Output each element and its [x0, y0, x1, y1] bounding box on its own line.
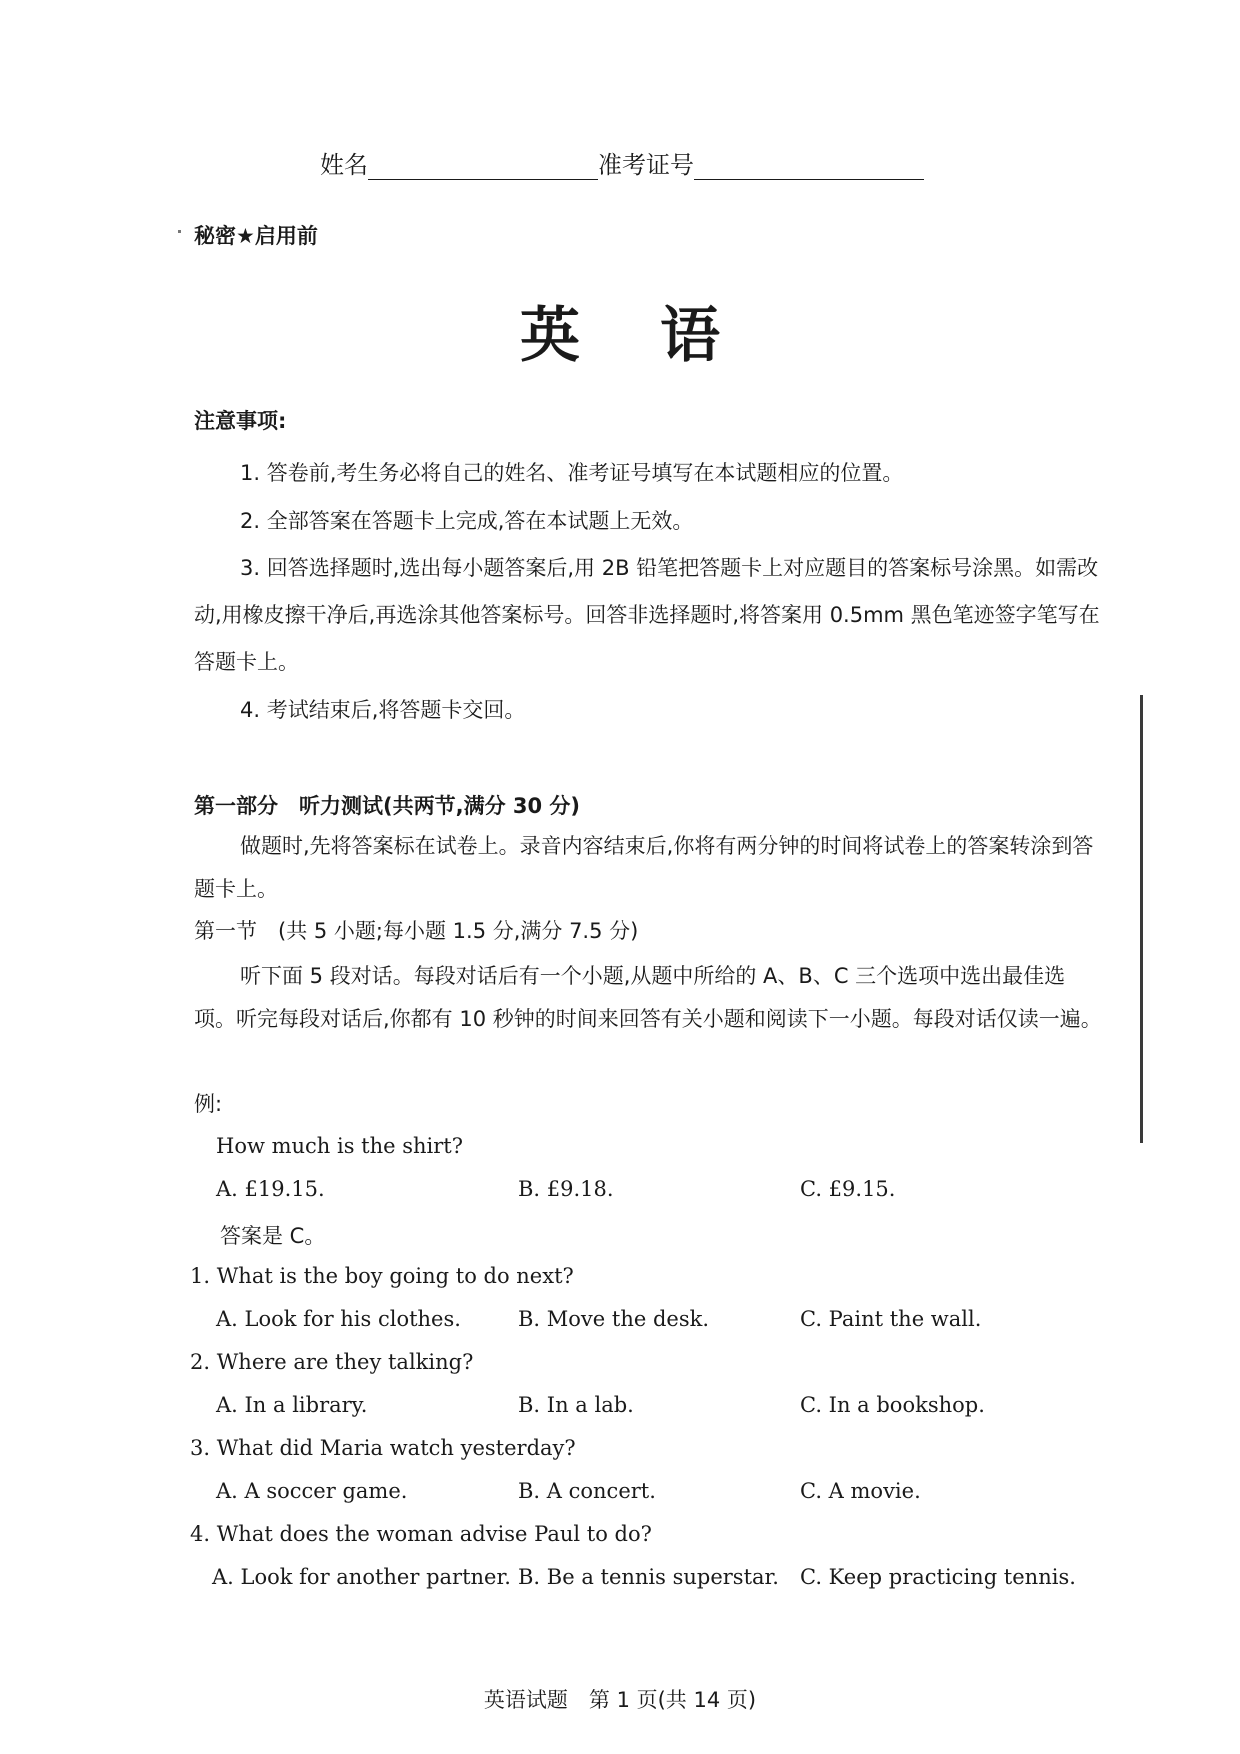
scan-mark — [178, 230, 181, 233]
header-fields — [320, 145, 924, 180]
scan-bar — [1140, 695, 1143, 1143]
q4-option-c: C. Keep practicing tennis. — [800, 1565, 1076, 1589]
exam-id-label: 准考证号 — [598, 151, 694, 179]
q1-option-a: A. Look for his clothes. — [216, 1307, 461, 1331]
example-label: 例: — [194, 1092, 223, 1116]
example-answer: 答案是 C。 — [220, 1224, 326, 1248]
example-option-c: C. £9.15. — [800, 1177, 896, 1201]
name-label: 姓名 — [320, 151, 368, 179]
notice-item: 4. 考试结束后,将答题卡交回。 — [240, 698, 526, 722]
part1-heading: 第一部分 听力测试(共两节,满分 30 分) — [194, 794, 581, 818]
part1-description: 做题时,先将答案标在试卷上。录音内容结束后,你将有两分钟的时间将试卷上的答案转涂到答题卡上。 — [194, 834, 1094, 901]
q2-option-b: B. In a lab. — [518, 1393, 634, 1417]
q3-option-a: A. A soccer game. — [216, 1479, 408, 1503]
q2-option-c: C. In a bookshop. — [800, 1393, 985, 1417]
question-2: 2. Where are they talking? — [190, 1350, 474, 1374]
notice-item: 1. 答卷前,考生务必将自己的姓名、准考证号填写在本试题相应的位置。 — [240, 461, 904, 485]
page-title: 英语 — [520, 301, 800, 371]
example-option-b: B. £9.18. — [518, 1177, 614, 1201]
page-footer: 英语试题 第 1 页(共 14 页) — [483, 1688, 757, 1712]
q3-option-b: B. A concert. — [518, 1479, 656, 1503]
q4-option-b: B. Be a tennis superstar. — [518, 1565, 779, 1589]
notice-heading: 注意事项: — [194, 409, 287, 433]
notice-item: 3. 回答选择题时,选出每小题答案后,用 2B 铅笔把答题卡上对应题目的答案标号涂黑。如需改动,用橡皮擦干净后,再选涂其他答案标号。回答非选择题时,将答案用 0.5mm 黑色笔迹签字笔写在答题卡上。 — [194, 556, 1100, 674]
name-blank[interactable] — [368, 159, 598, 180]
section1-description: 听下面 5 段对话。每段对话后有一个小题,从题中所给的 A、B、C 三个选项中选出最佳选项。听完每段对话后,你都有 10 秒钟的时间来回答有关小题和阅读下一小题。每段对话仅读一遍。 — [194, 964, 1102, 1031]
example-option-a: A. £19.15. — [216, 1177, 325, 1201]
secret-mark: 秘密★启用前 — [194, 224, 318, 248]
q3-option-c: C. A movie. — [800, 1479, 921, 1503]
exam-id-blank[interactable] — [694, 159, 924, 180]
question-3: 3. What did Maria watch yesterday? — [190, 1436, 576, 1460]
question-1: 1. What is the boy going to do next? — [190, 1264, 574, 1288]
q1-option-b: B. Move the desk. — [518, 1307, 710, 1331]
q4-option-a: A. Look for another partner. — [212, 1565, 511, 1589]
notice-item: 2. 全部答案在答题卡上完成,答在本试题上无效。 — [240, 509, 694, 533]
example-question: How much is the shirt? — [216, 1134, 463, 1158]
q1-option-c: C. Paint the wall. — [800, 1307, 982, 1331]
section1-heading: 第一节 (共 5 小题;每小题 1.5 分,满分 7.5 分) — [194, 919, 639, 943]
question-4: 4. What does the woman advise Paul to do? — [190, 1522, 652, 1546]
q2-option-a: A. In a library. — [216, 1393, 368, 1417]
